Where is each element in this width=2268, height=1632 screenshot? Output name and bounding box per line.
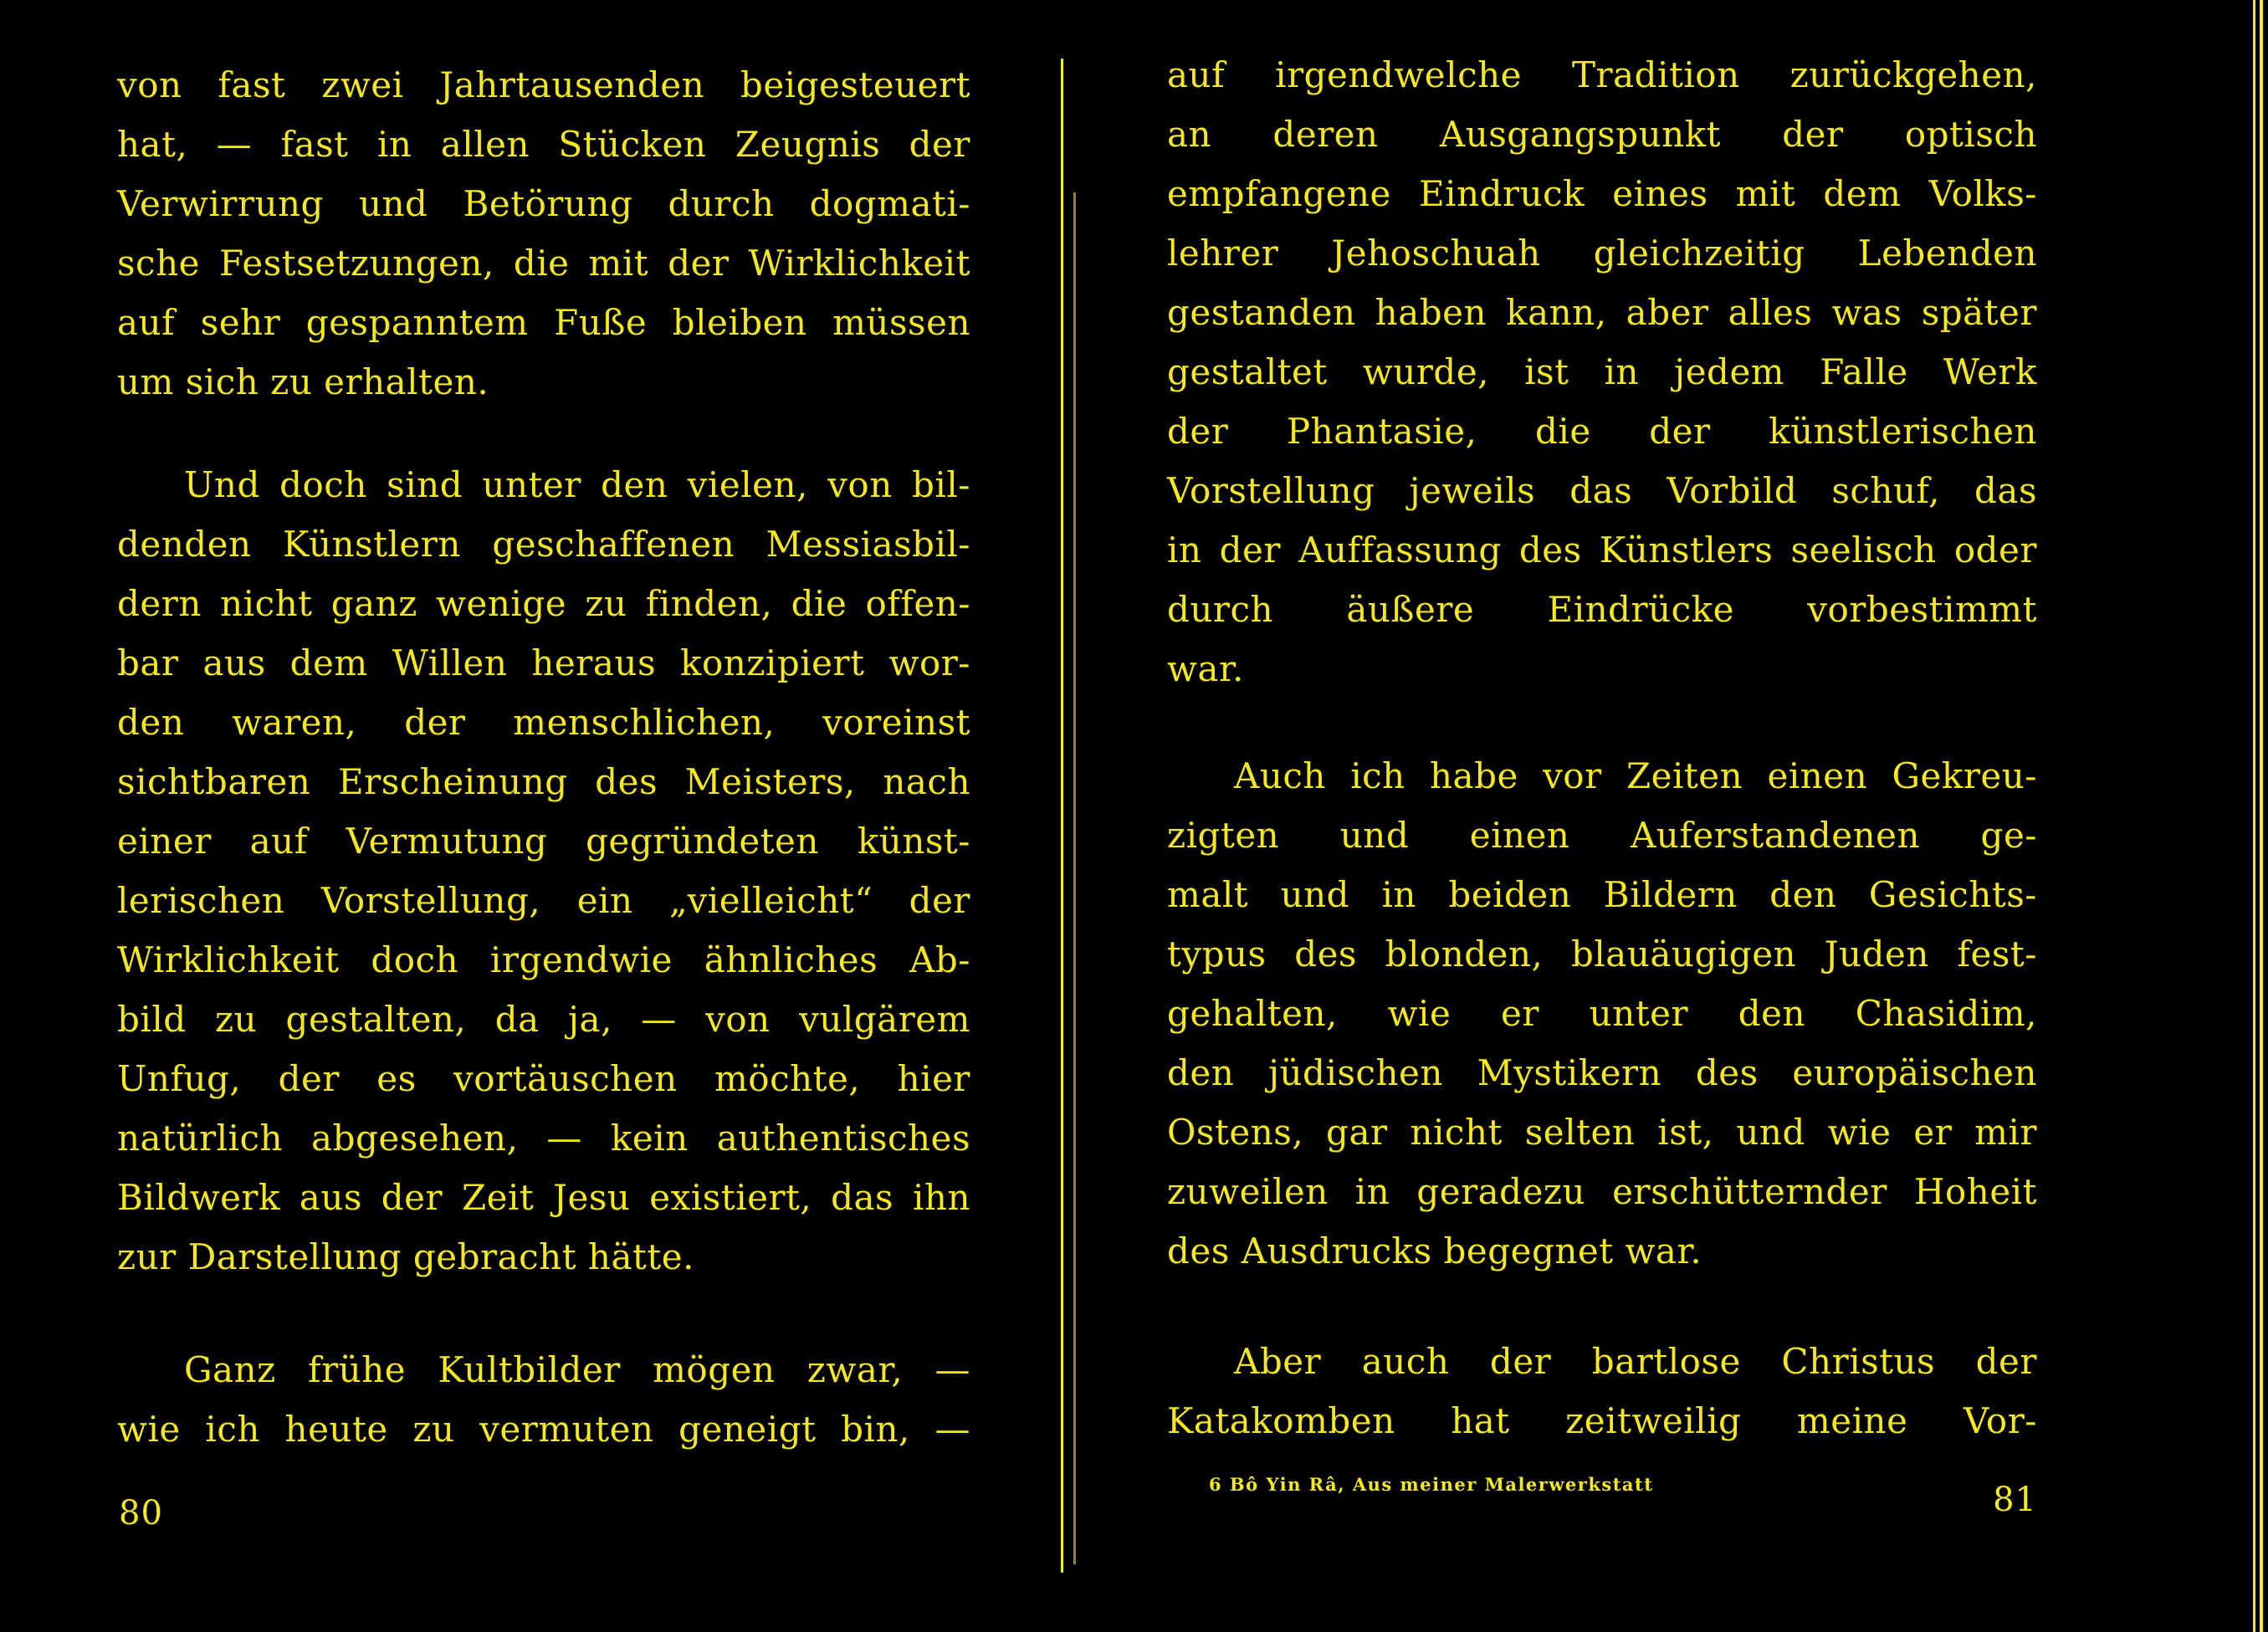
text-line: Unfug, der es vortäuschen möchte, hier (117, 1058, 970, 1099)
text-line: durch äußere Eindrücke vorbestimmt (1167, 589, 2037, 630)
right-paragraph-1 (1167, 45, 2037, 698)
text-line: war. (1167, 648, 1244, 689)
text-line: dern nicht ganz wenige zu finden, die offen- (117, 583, 970, 624)
text-line: den jüdischen Mystikern des europäischen (1167, 1052, 2037, 1093)
left-paragraph-3 (117, 1340, 970, 1459)
text-line: malt und in beiden Bildern den Gesichts- (1167, 874, 2037, 915)
right-page (1167, 0, 2037, 1632)
text-line: Katakomben hat zeitweilig meine Vor- (1167, 1400, 2037, 1441)
gutter-line-right (1073, 192, 1076, 1564)
text-line: einer auf Vermutung gegründeten künst- (117, 821, 970, 862)
footer-note: 6 Bô Yin Râ, Aus meiner Malerwerkstatt (1209, 1474, 1654, 1495)
text-line: an deren Ausgangspunkt der optisch (1167, 114, 2037, 155)
text-line: Vorstellung jeweils das Vorbild schuf, das (1167, 470, 2037, 511)
page-number-right: 81 (1993, 1481, 2037, 1519)
text-line: von fast zwei Jahrtausenden beigesteuert (117, 64, 970, 105)
text-line: gestanden haben kann, aber alles was später (1167, 292, 2037, 333)
text-line: Ganz frühe Kultbilder mögen zwar, — (184, 1349, 970, 1390)
text-line: zigten und einen Auferstandenen ge- (1167, 815, 2037, 856)
text-line: empfangene Eindruck eines mit dem Volks- (1167, 173, 2037, 214)
text-line: Und doch sind unter den vielen, von bil- (184, 464, 970, 505)
text-line: Ostens, gar nicht selten ist, und wie er mir (1167, 1112, 2037, 1153)
text-line: Aber auch der bartlose Christus der (1234, 1341, 2037, 1382)
gutter-line-left (1061, 59, 1063, 1573)
text-line: natürlich abgesehen, — kein authentisches (117, 1118, 970, 1159)
left-paragraph-2 (117, 455, 970, 1287)
text-line: der Phantasie, die der künstlerischen (1167, 411, 2037, 452)
text-line: Auch ich habe vor Zeiten einen Gekreu- (1234, 755, 2037, 796)
text-line: auf irgendwelche Tradition zurückgehen, (1167, 54, 2037, 95)
text-line: in der Auffassung des Künstlers seelisch oder (1167, 530, 2037, 570)
text-line: um sich zu erhalten. (117, 361, 489, 402)
text-line: hat, — fast in allen Stücken Zeugnis der (117, 124, 970, 165)
text-line: des Ausdrucks begegnet war. (1167, 1230, 1702, 1271)
right-paragraph-3 (1167, 1332, 2037, 1450)
text-line: bar aus dem Willen heraus konzipiert wor- (117, 642, 970, 683)
text-line: zuweilen in geradezu erschütternder Hoheit (1167, 1171, 2037, 1212)
text-line: Wirklichkeit doch irgendwie ähnliches Ab- (117, 939, 970, 980)
text-line: lehrer Jehoschuah gleichzeitig Lebenden (1167, 233, 2037, 274)
text-line: den waren, der menschlichen, voreinst (117, 702, 970, 743)
text-line: denden Künstlern geschaffenen Messiasbil- (117, 524, 970, 565)
text-line: gestaltet wurde, ist in jedem Falle Werk (1167, 351, 2037, 392)
left-paragraph-1 (117, 55, 970, 412)
page-edge-strip (2250, 0, 2268, 1632)
right-paragraph-2 (1167, 746, 2037, 1281)
text-line: lerischen Vorstellung, ein „vielleicht“ der (117, 880, 970, 921)
text-line: zur Darstellung gebracht hätte. (117, 1236, 694, 1277)
text-line: gehalten, wie er unter den Chasidim, (1167, 993, 2037, 1034)
page-number-left: 80 (119, 1494, 163, 1532)
text-line: Verwirrung und Betörung durch dogmati- (117, 183, 970, 224)
text-line: Bildwerk aus der Zeit Jesu existiert, das ihn (117, 1177, 970, 1218)
text-line: typus des blonden, blauäugigen Juden fest- (1167, 934, 2037, 975)
text-line: auf sehr gespanntem Fuße bleiben müssen (117, 302, 970, 343)
text-line: sichtbaren Erscheinung des Meisters, nach (117, 761, 970, 802)
left-page (117, 0, 970, 1632)
text-line: bild zu gestalten, da ja, — von vulgärem (117, 999, 970, 1040)
text-line: wie ich heute zu vermuten geneigt bin, — (117, 1409, 970, 1450)
text-line: sche Festsetzungen, die mit der Wirklichkeit (117, 243, 970, 284)
